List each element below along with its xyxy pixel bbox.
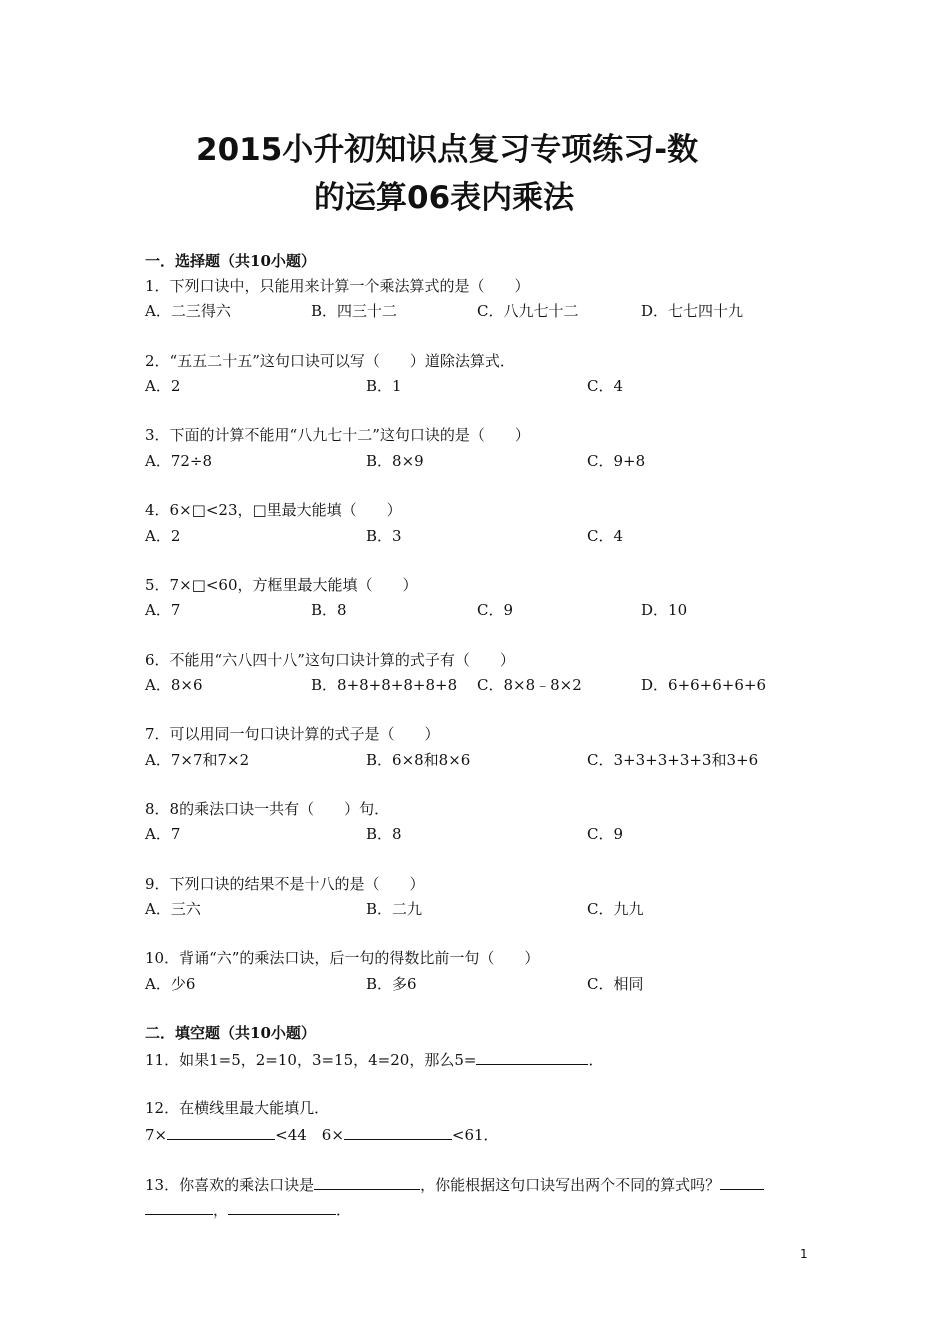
option: B．8×9 (366, 452, 424, 470)
question-stem: 5．7×□<60，方框里最大能填（ ） (145, 576, 418, 594)
option: A．少6 (145, 975, 196, 993)
question-stem: 9．下列口诀的结果不是十八的是（ ） (145, 875, 425, 893)
title-line-1: 2015小升初知识点复习专项练习-数 (196, 132, 699, 168)
answer-blank[interactable] (476, 1048, 588, 1065)
option: C．3+3+3+3+3和3+6 (587, 751, 759, 769)
option: A．7 (145, 825, 181, 843)
fill-text: 7× (145, 1126, 168, 1144)
option: B．四三十二 (311, 302, 398, 320)
answer-blank[interactable] (344, 1123, 452, 1140)
fill-question: 12．在横线里最大能填几． (145, 1099, 330, 1117)
option: D．七七四十九 (641, 302, 744, 320)
option: B．3 (366, 527, 402, 545)
option: B．8+8+8+8+8+8 (311, 676, 458, 694)
option: A．二三得六 (145, 302, 231, 320)
fill-text: 13．你喜欢的乘法口诀是 (145, 1176, 315, 1194)
question-stem: 6．不能用“六八四十八”这句口诀计算的式子有（ ） (145, 651, 515, 669)
option: B．8 (366, 825, 402, 843)
fill-text: ． (588, 1051, 604, 1069)
fill-question (145, 1198, 351, 1220)
option: C．4 (587, 527, 624, 545)
option: C．9+8 (587, 452, 646, 470)
section-header: 二．填空题（共10小题） (145, 1024, 316, 1042)
fill-text: ，你能根据这句口诀写出两个不同的算式吗？ (420, 1176, 721, 1194)
fill-text: ， (213, 1201, 229, 1219)
question-stem: 10．背诵“六”的乘法口诀，后一句的得数比前一句（ ） (145, 949, 540, 967)
option: A．7 (145, 601, 181, 619)
question-stem: 4．6×□<23，□里最大能填（ ） (145, 501, 402, 519)
page-number: 1 (800, 1247, 808, 1261)
question-stem: 8．8的乘法口诀一共有（ ）句． (145, 800, 390, 818)
option: C．八九七十二 (477, 302, 579, 320)
answer-blank[interactable] (167, 1123, 275, 1140)
option: C．9 (587, 825, 624, 843)
option: A．三六 (145, 900, 201, 918)
fill-question (145, 1123, 499, 1145)
fill-question (145, 1048, 603, 1070)
option: C．8×8﹣8×2 (477, 676, 582, 694)
option: C．4 (587, 377, 624, 395)
option: D．10 (641, 601, 688, 619)
option: A．7×7和7×2 (145, 751, 250, 769)
option: B．8 (311, 601, 347, 619)
option: D．6+6+6+6+6 (641, 676, 767, 694)
option: C．九九 (587, 900, 644, 918)
answer-blank[interactable] (720, 1173, 764, 1190)
fill-text: 11．如果1=5，2=10，3=15，4=20，那么5= (145, 1051, 477, 1069)
option: C．相同 (587, 975, 644, 993)
section-header: 一．选择题（共10小题） (145, 252, 316, 270)
option: A．72÷8 (145, 452, 213, 470)
option: A．2 (145, 377, 181, 395)
fill-text: ． (336, 1201, 352, 1219)
fill-text: <44 6× (275, 1126, 344, 1144)
question-stem: 3．下面的计算不能用“八九七十二”这句口诀的是（ ） (145, 426, 530, 444)
fill-question (145, 1173, 764, 1195)
option: B．二九 (366, 900, 423, 918)
option: B．1 (366, 377, 402, 395)
option: A．2 (145, 527, 181, 545)
option: B．6×8和8×6 (366, 751, 471, 769)
answer-blank[interactable] (145, 1198, 213, 1215)
question-stem: 2．“五五二十五”这句口诀可以写（ ）道除法算式． (145, 352, 515, 370)
answer-blank[interactable] (228, 1198, 336, 1215)
question-stem: 1．下列口诀中，只能用来计算一个乘法算式的是（ ） (145, 277, 530, 295)
title-line-2: 的运算06表内乘法 (314, 180, 575, 216)
fill-text: <61． (451, 1126, 499, 1144)
option: A．8×6 (145, 676, 203, 694)
option: B．多6 (366, 975, 417, 993)
option: C．9 (477, 601, 514, 619)
answer-blank[interactable] (314, 1173, 420, 1190)
question-stem: 7．可以用同一句口诀计算的式子是（ ） (145, 725, 440, 743)
